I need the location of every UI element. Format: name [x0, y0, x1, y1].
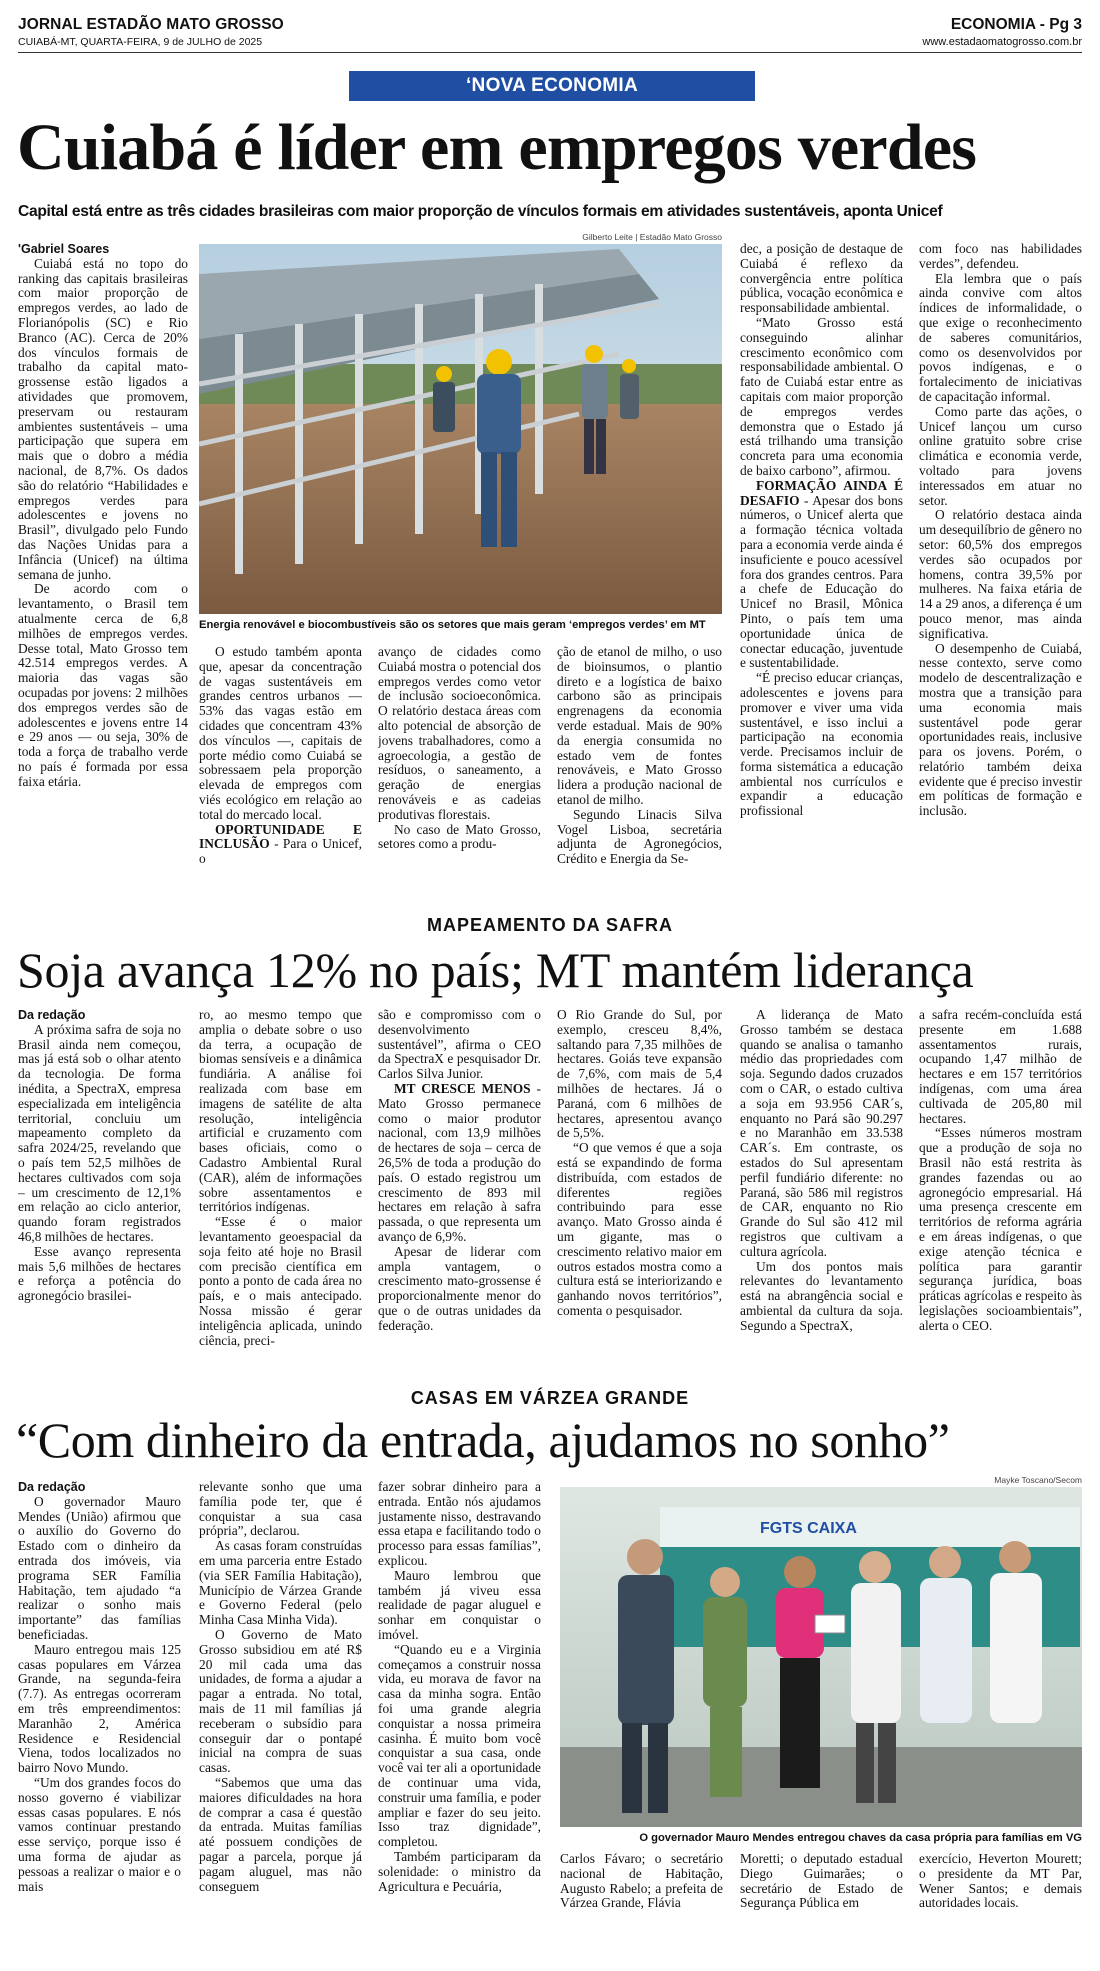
headline-article2: Soja avança 12% no país; MT mantém liderança [17, 942, 974, 998]
article3-paragraph: Moretti; o deputado estadual Diego Guimarães; o secretário de Estado de Segurança Pública em [740, 1852, 903, 1911]
article3-paragraph: relevante sonho que uma família pode ter, que é conquistar a sua casa própria”, declarou. [199, 1480, 362, 1539]
article2-column-4 [557, 1008, 722, 1380]
photo-banner-text: FGTS CAIXA [760, 1520, 857, 1537]
article3-paragraph: O Governo de Mato Grosso subsidiou em até R$ 20 mil cada uma das unidades, de forma a ajudar a pagar a entrada. No total, mais de 11 mil famílias já receberam o subsídio para conseguir dar o pontapé inicial na compra de suas casas. [199, 1626, 362, 1776]
article1-column-2 [199, 645, 362, 895]
article3-paragraph: Mauro entregou mais 125 casas populares em Várzea Grande, na segunda-feira (7.7). As entregas ocorreram em três empreendimentos: Maranhão 2, América Residence e Residencial Viena, todos localizados no bairro Novo Mundo. [18, 1641, 181, 1776]
subheadline-article1: Capital está entre as três cidades brasileiras com maior proporção de vínculos formais em atividades sustentáveis, aponta Unicef [18, 203, 943, 220]
article2-paragraph: “O que vemos é que a soja está se expandindo de forma distribuída, com estados de diferentes regiões contribuindo para esse avanço. Mato Grosso ainda é um gigante, mas o crescimento relativo maior em outros estados mostra como a cultura está se interiorizando e ganhando novos territórios”, comenta o pesquisador. [557, 1140, 722, 1318]
article3-column-1 [18, 1480, 181, 1960]
article1-text: - Apesar dos bons números, o Unicef alerta que a formação técnica voltada para a economia verde ainda é insuficiente e pouco acessível fora dos grandes centros. Para a chefe de Educação do Unicef no Brasil, Mônica Pinto, o país tem uma oportunidade única de conectar educação, juventude e sustentabilidade. [740, 492, 903, 671]
article2-paragraph: Esse avanço representa mais 5,6 milhões de hectares e reforça a potência do agronegócio brasilei- [18, 1243, 181, 1304]
article1-paragraph: O estudo também aponta que, apesar da concentração de vagas sustentáveis em grandes centros urbanos — 53% das vagas estão em cidades que concentram 43% dos vínculos —, capitais de porte médio como Cuiabá se sobressaem pela proporção elevada de empregos com viés ecológico em relação ao total do mercado local. [199, 645, 362, 822]
header-rule [18, 52, 1082, 53]
photo-key-delivery-ceremony [560, 1487, 1082, 1827]
article1-paragraph: De acordo com o levantamento, o Brasil tem atualmente cerca de 6,8 milhões de empregos verdes. Desse total, Mato Grosso tem 42.514 empregos verdes. A maioria das vagas são ocupadas por jovens: 2 milhões dos empregos verdes são de adolescentes e jovens entre 14 e 29 anos — ou seja, 30% de toda a força de trabalho verde no país é formada por essa faixa etária. [18, 581, 188, 789]
article2-paragraph: “Esses números mostram que a produção de soja no Brasil não está restrita às grandes fazendas ou ao agronegócio empresarial. Há uma presença crescente em territórios de reforma agrária e em áreas indígenas, o que exige atenção técnica e política para garantir segurança jurídica, boas práticas agrícolas e respeito às legislações socioambientais”, alerta o CEO. [919, 1125, 1082, 1333]
kicker-nova-economia: ‘NOVA ECONOMIA [349, 71, 755, 101]
article2-paragraph: A próxima safra de soja no Brasil ainda nem começou, mas já está sob o olhar atento da tecnologia. De forma inédita, a SpectraX, empresa especializada em inteligência territorial, concluiu um mapeamento completo da safra 2024/25, revelando que o país tem 52,5 milhões de hectares cultivados com soja – um crescimento de 12,1% em relação ao ciclo anterior, quando foram registrados 46,8 milhões de hectares. [18, 1021, 181, 1244]
article1-paragraph: “É preciso educar crianças, adolescentes e jovens para promover e viver uma vida sustentável, e isso inclui a participação na economia verde. Precisamos incluir de forma sistemática a educação ambiental nos currículos e expandir a educação profissional [740, 670, 903, 819]
article1-column-6 [919, 242, 1082, 894]
photo-caption-article1: Energia renovável e biocombustíveis são os setores que mais geram ‘empregos verdes’ em MT [199, 619, 706, 631]
article2-subhead-mt-cresce: MT CRESCE MENOS [394, 1080, 531, 1096]
article1-text: - Para o Unicef, o [199, 836, 362, 867]
kicker-mapeamento-safra: MAPEAMENTO DA SAFRA [426, 915, 673, 935]
website-link[interactable]: www.estadaomatogrosso.com.br [922, 36, 1082, 48]
article3-paragraph: “Quando eu e a Virginia começamos a construir nossa vida, eu morava de favor na casa da minha sogra. Então foi uma grande alegria conquistar a nossa primeira casinha. É muito bom você conquistar a sua casa, onde você vai ter ali a oportunidade de continuar uma vida, construir uma família, e poder ampliar e fazer do seu jeito. Isso traz dignidade”, completou. [378, 1641, 541, 1850]
article2-column-5 [740, 1008, 903, 1380]
article1-column-1 [18, 242, 188, 892]
byline-article3: Da redação [18, 1480, 86, 1494]
article1-column-3 [378, 645, 541, 895]
article3-paragraph: O governador Mauro Mendes (União) afirmou que o auxílio do Governo do Estado com o dinheiro da entrada dos imóveis, via programa SER Família Habitação, tem ajudado “a realizar o sonho mais importante” das famílias beneficiadas. [18, 1493, 181, 1642]
article2-text: - Mato Grosso permanece como o maior produtor nacional, com 13,9 milhões de hectares de soja – cerca de 26,5% de toda a produção do país. O estado registrou um crescimento de 893 mil hectares em relação à safra passada, o que representa um avanço de 6,9%. [378, 1080, 541, 1244]
article1-column-4 [557, 645, 722, 895]
article3-paragraph: fazer sobrar dinheiro para a entrada. Então nós ajudamos justamente nisso, destravando essa etapa e facilitando todo o processo para essas famílias”, explicou. [378, 1480, 541, 1568]
article1-paragraph: “Mato Grosso está conseguindo alinhar crescimento econômico com responsabilidade ambiental. O fato de Cuiabá estar entre as capitais com maior proporção de empregos verdes demonstra que o Estado já está trilhando uma transição concreta para uma economia de baixo carbono”, afirmou. [740, 314, 903, 478]
article1-paragraph: Segundo Linacis Silva Vogel Lisboa, secretária adjunta de Agronegócios, Crédito e Energia da Se- [557, 806, 722, 867]
article2-paragraph: O Rio Grande do Sul, por exemplo, cresceu 8,4%, saltando para 7,35 milhões de hectares. Goiás teve expansão de 7,6%, com mais de 5,4 milhões de hectares. Já o Paraná, com 6 milhões de hectares, apresentou avanço de 5,5%. [557, 1008, 722, 1141]
article1-paragraph: Ela lembra que o país ainda convive com altos índices de informalidade, o que exige o reconhecimento de saberes comunitários, como os desenvolvidos por povos indígenas, e o fortalecimento de iniciativas de capacitação informal. [919, 270, 1082, 404]
byline-article1: 'Gabriel Soares [18, 242, 110, 256]
article2-column-6 [919, 1008, 1082, 1380]
article3-column-6 [919, 1852, 1082, 1962]
photo-credit-article1: Gilberto Leite | Estadão Mato Grosso [582, 232, 722, 242]
headline-article1: Cuiabá é líder em empregos verdes [17, 111, 977, 184]
photo-solar-workers [199, 244, 722, 614]
photo-credit-article3: Mayke Toscano/Secom [994, 1475, 1082, 1485]
article1-paragraph: Como parte das ações, o Unicef lançou um curso online gratuito sobre crise climática e economia verde, voltado para jovens interessados em atuar no setor. [919, 403, 1082, 508]
article3-paragraph: “Sabemos que uma das maiores dificuldades na hora de comprar a casa é questão da entrada. Muitas famílias até possuem condições de pagar a parcela, porque já pagam aluguel, mas não conseguem [199, 1774, 362, 1894]
article3-paragraph: Mauro lembrou que também já viveu essa realidade de pagar aluguel e sonhar em conquistar o imóvel. [378, 1567, 541, 1642]
article1-paragraph: O relatório destaca ainda um desequilíbrio de gênero no setor: 60,5% dos empregos verdes são ocupados por homens, contra 39,5% por mulheres. Na faixa etária de 14 a 29 anos, a diferença é um pouco menor, mas ainda significativa. [919, 507, 1082, 641]
article2-paragraph: Apesar de liderar com ampla vantagem, o crescimento mato-grossense é proporcionalmente menor do que o de outras unidades da federação. [378, 1243, 541, 1333]
article3-paragraph: Carlos Fávaro; o secretário nacional de Habitação, Augusto Rabelo; a prefeita de Várzea Grande, Flávia [560, 1852, 723, 1911]
photo-caption-article3: O governador Mauro Mendes entregou chaves da casa própria para famílias em VG [639, 1832, 1082, 1844]
article1-subhead-formacao: FORMAÇÃO AINDA É DESAFIO [740, 477, 903, 508]
article1-paragraph: avanço de cidades como Cuiabá mostra o potencial dos empregos verdes como vetor de inclusão socioeconômica. O relatório destaca áreas com alto potencial de absorção de jovens trabalhadores, como a agroecologia, a gestão de resíduos, o saneamento, a geração de energias renováveis e as cadeias produtivas florestais. [378, 645, 541, 822]
masthead-paper-name: JORNAL ESTADÃO MATO GROSSO [18, 16, 284, 33]
article2-paragraph: são e compromisso com o desenvolvimento sustentável”, afirma o CEO da SpectraX e pesquisador Dr. Carlos Silva Junior. [378, 1008, 541, 1082]
article2-paragraph: “Esse é o maior levantamento geoespacial da soja feito até hoje no Brasil com precisão científica em ponto a ponto de cada área no país, e o mais antecipado. Nossa missão é gerar inteligência aplicada, unindo ciência, preci- [199, 1214, 362, 1348]
article1-paragraph: Cuiabá está no topo do ranking das capitais brasileiras com maior proporção de empregos verdes, ao lado de Florianópolis (SC) e Rio Branco (AC). Cerca de 20% dos vínculos formais de trabalho da capital mato-grossense estão ligados a atividades que promovem, preservam ou restauram ambientes sustentáveis – uma participação que supera em mais que o dobro a média nacional, de 8,7%. Os dados são do relatório “Habilidades e empregos verdes para adolescentes e jovens no Brasil”, divulgado pelo Fundo das Nações Unidas para a Infância (Unicef) na última semana de junho. [18, 255, 188, 582]
article3-column-3 [378, 1480, 541, 1960]
byline-article2: Da redação [18, 1008, 86, 1022]
article3-column-5 [740, 1852, 903, 1962]
article3-paragraph: “Um dos grandes focos do nosso governo é viabilizar essas casas populares. E nós vamos continuar prestando esse serviço, porque isso é uma forma de ajudar as pessoas a realizar o maior e o mais [18, 1774, 181, 1894]
article3-paragraph: Também participaram da solenidade: o ministro da Agricultura e Pecuária, [378, 1848, 541, 1894]
article2-column-2 [199, 1008, 362, 1380]
article2-column-1 [18, 1008, 181, 1380]
article2-paragraph: A liderança de Mato Grosso também se destaca quando se analisa o tamanho médio das propriedades com soja. Segundo dados cruzados com o CAR, o estado cultiva a soja em 93.956 CAR´s, enquanto no Pará são 90.297 e no Maranhão em 33.538 CAR´s. Em contraste, os estados do Sul apresentam perfil fundiário diferente: no Paraná, são 586 mil registros de CAR, enquanto no Rio Grande do Sul são 412 mil registros que cultivam a cultura agrícola. [740, 1008, 903, 1259]
article3-paragraph: exercício, Heverton Mourett; o presidente da MT Par, Wener Santos; e demais autoridades locais. [919, 1852, 1082, 1911]
article1-subhead-oportunidade: OPORTUNIDADE E INCLUSÃO [199, 821, 362, 852]
headline-article3: “Com dinheiro da entrada, ajudamos no sonho” [16, 1412, 950, 1468]
masthead-dateline: CUIABÁ-MT, QUARTA-FEIRA, 9 de JULHO de 2025 [18, 36, 263, 48]
article1-paragraph: No caso de Mato Grosso, setores como a produ- [378, 821, 541, 852]
article3-column-4 [560, 1852, 723, 1962]
kicker-casas-varzea-grande: CASAS EM VÁRZEA GRANDE [410, 1388, 690, 1408]
article1-paragraph: com foco nas habilidades verdes”, defendeu. [919, 242, 1082, 271]
section-page-label: ECONOMIA - Pg 3 [950, 16, 1082, 33]
article3-paragraph: As casas foram construídas em uma parceria entre Estado (via SER Família Habitação), Município de Várzea Grande e Governo Federal (pelo Minha Casa Minha Vida). [199, 1538, 362, 1628]
article1-paragraph: O desempenho de Cuiabá, nesse contexto, serve como modelo de descentralização e mostra que a transição para uma economia mais sustentável pode gerar oportunidades reais, inclusive para os jovens. Porém, o relatório também deixa evidente que é preciso investir em políticas de formação e inclusão. [919, 640, 1082, 819]
article3-column-2 [199, 1480, 362, 1960]
article2-paragraph: ro, ao mesmo tempo que amplia o debate sobre o uso da terra, a ocupação de biomas sensíveis e a dinâmica fundiária. A análise foi realizada com base em imagens de satélite de alta resolução, inteligência artificial e cruzamento com bases oficiais, como o Cadastro Ambiental Rural (CAR), além de informações sobre assentamentos e territórios indígenas. [199, 1008, 362, 1215]
article1-paragraph: ção de etanol de milho, o uso de bioinsumos, o plantio direto e a logística de baixo carbono são as principais engrenagens da economia verde estadual. Mais de 90% da energia consumida no estado vem de fontes renováveis, e Mato Grosso lidera a produção nacional de etanol de milho. [557, 645, 722, 807]
article2-paragraph: a safra recém-concluída está presente em 1.688 assentamentos rurais, ocupando 1,47 milhão de hectares e em 157 territórios indígenas, com uma área cultivada de 205,80 mil hectares. [919, 1008, 1082, 1126]
article1-column-5 [740, 242, 903, 894]
article1-paragraph: dec, a posição de destaque de Cuiabá é reflexo da convergência entre política pública, vocação econômica e responsabilidade ambiental. [740, 242, 903, 316]
article2-paragraph: Um dos pontos mais relevantes do levantamento está na abrangência social e ambiental da cultura da soja. Segundo a SpectraX, [740, 1258, 903, 1333]
article2-column-3 [378, 1008, 541, 1380]
